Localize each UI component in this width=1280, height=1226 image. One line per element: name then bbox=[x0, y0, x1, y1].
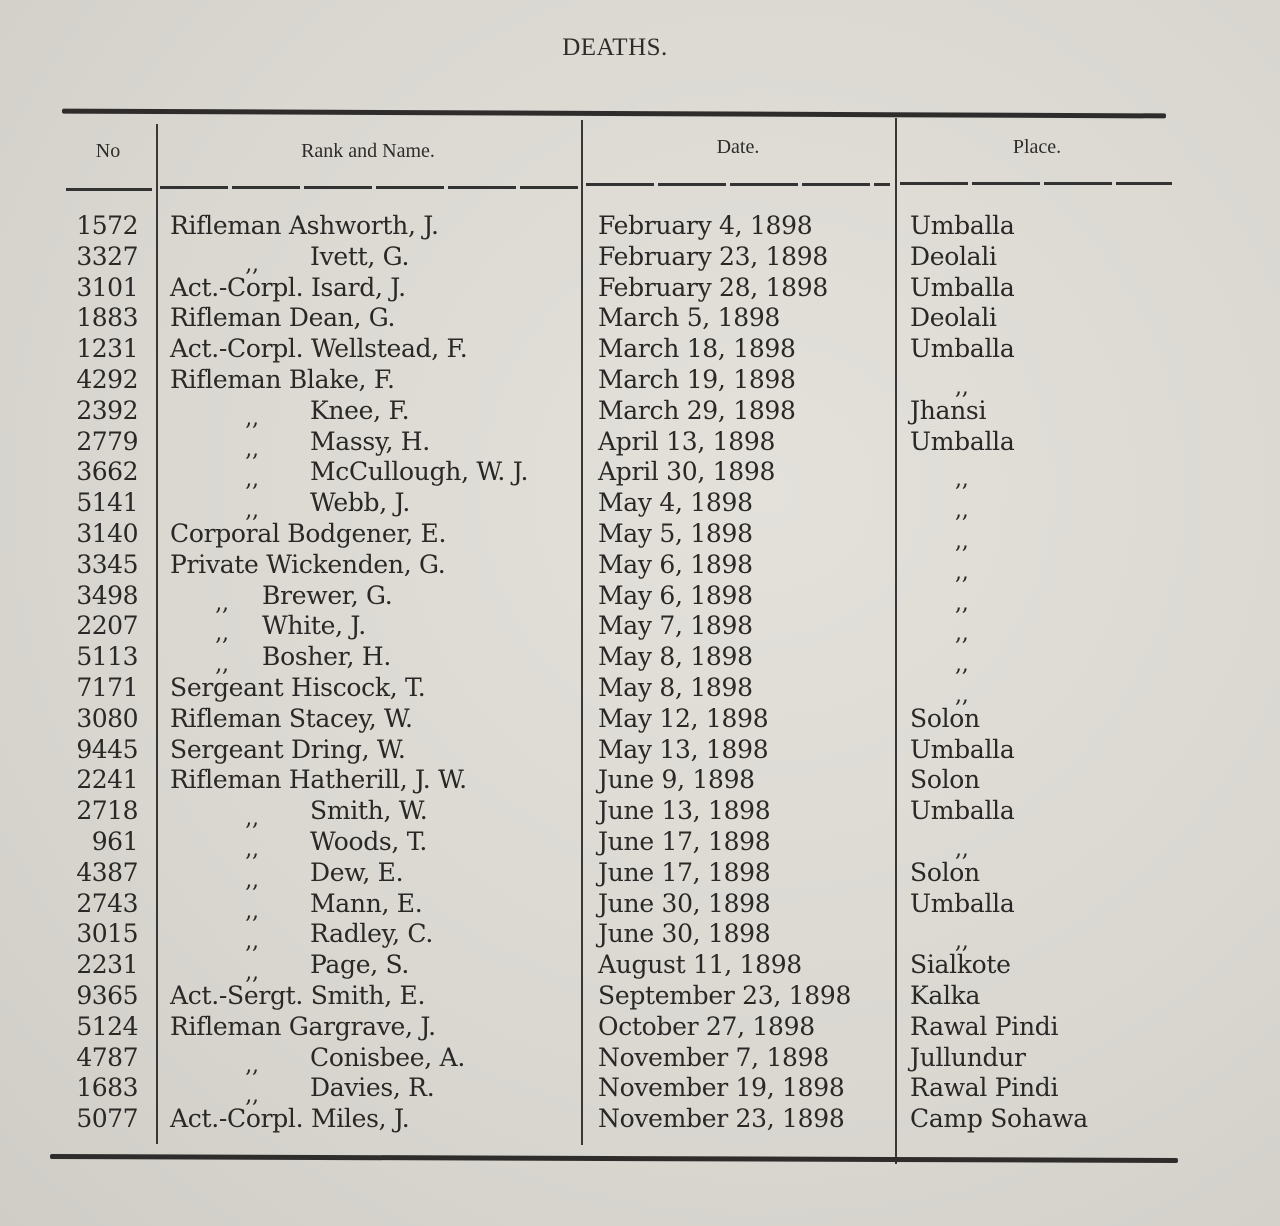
rank-and-name bbox=[170, 427, 430, 460]
table-row bbox=[0, 1073, 1280, 1109]
rank-and-name bbox=[170, 581, 392, 614]
rank-and-name bbox=[170, 334, 467, 365]
person-name: Isard, J. bbox=[310, 272, 406, 302]
place: Rawal Pindi bbox=[910, 1073, 1059, 1103]
ditto-mark: ,, bbox=[245, 251, 259, 277]
table-row bbox=[0, 518, 1280, 554]
rank: Rifleman bbox=[170, 303, 282, 333]
person-name: Ashworth, J. bbox=[288, 211, 439, 240]
rank: Rifleman bbox=[170, 703, 282, 733]
rank-and-name bbox=[170, 519, 446, 550]
ditto-mark: ,, bbox=[955, 590, 969, 616]
rank-and-name bbox=[170, 457, 529, 493]
rank-and-name bbox=[170, 1012, 436, 1043]
ditto-mark: ,, bbox=[215, 652, 229, 678]
table-row bbox=[0, 1104, 1280, 1135]
ditto-mark: ,, bbox=[955, 498, 969, 524]
table-row bbox=[0, 334, 1280, 365]
service-number: 5141 bbox=[76, 488, 138, 518]
header-place: Place. bbox=[1012, 136, 1062, 158]
table-row bbox=[0, 241, 1280, 277]
person-name: Radley, C. bbox=[310, 919, 433, 949]
rank-and-name bbox=[170, 611, 366, 647]
person-name: Blake, F. bbox=[288, 364, 395, 394]
table-row bbox=[0, 1042, 1280, 1078]
place: Kalka bbox=[910, 980, 981, 1010]
ditto-mark: ,, bbox=[245, 436, 259, 462]
rank-and-name bbox=[170, 981, 425, 1012]
ditto-mark: ,, bbox=[955, 528, 969, 554]
table-row bbox=[0, 580, 1280, 616]
death-date: May 4, 1898 bbox=[598, 488, 753, 518]
rank-and-name bbox=[170, 642, 391, 678]
service-number: 5124 bbox=[76, 1011, 138, 1041]
rank-and-name bbox=[170, 889, 422, 922]
rank-and-name bbox=[170, 950, 410, 986]
rank: Rifleman bbox=[170, 1011, 282, 1041]
rank-and-name bbox=[170, 396, 409, 429]
ditto-mark: ,, bbox=[955, 929, 969, 955]
service-number: 2779 bbox=[76, 426, 138, 456]
table-row bbox=[0, 826, 1280, 862]
service-number: 9445 bbox=[76, 734, 138, 764]
service-number: 4387 bbox=[76, 857, 138, 887]
place: Jullundur bbox=[910, 1042, 1026, 1072]
place: Umballa bbox=[910, 734, 1015, 764]
ditto-mark: ,, bbox=[955, 682, 969, 708]
table-row bbox=[0, 611, 1280, 647]
table-row bbox=[0, 426, 1280, 462]
rank-and-name bbox=[170, 827, 427, 860]
death-date: May 7, 1898 bbox=[598, 611, 753, 641]
rank: Act.-Sergt. bbox=[170, 980, 304, 1010]
person-name: Knee, F. bbox=[310, 395, 410, 425]
place: Rawal Pindi bbox=[910, 1011, 1059, 1041]
service-number: 3101 bbox=[76, 272, 138, 302]
table-row bbox=[0, 919, 1280, 955]
death-date: October 27, 1898 bbox=[598, 1011, 815, 1041]
table-row bbox=[0, 488, 1280, 524]
place: Sialkote bbox=[910, 950, 1011, 980]
person-name: Brewer, G. bbox=[262, 580, 393, 610]
service-number: 4292 bbox=[76, 364, 138, 394]
death-date: November 23, 1898 bbox=[598, 1104, 845, 1134]
service-number: 2207 bbox=[76, 611, 138, 641]
person-name: White, J. bbox=[262, 611, 366, 641]
header-rule bbox=[586, 183, 890, 186]
death-date: March 19, 1898 bbox=[598, 364, 796, 394]
place: Umballa bbox=[910, 796, 1015, 826]
service-number: 5077 bbox=[76, 1104, 138, 1134]
service-number: 3345 bbox=[76, 549, 138, 579]
rank-and-name bbox=[170, 1073, 435, 1109]
rank-and-name bbox=[170, 919, 433, 955]
rank-and-name bbox=[170, 242, 409, 275]
death-date: May 5, 1898 bbox=[598, 518, 753, 548]
person-name: McCullough, W. J. bbox=[310, 457, 529, 487]
service-number: 2231 bbox=[76, 950, 138, 980]
place: Solon bbox=[910, 765, 980, 795]
rank-and-name bbox=[170, 365, 395, 396]
rank: Rifleman bbox=[170, 211, 282, 240]
ditto-mark: ,, bbox=[955, 374, 969, 400]
ditto-mark: ,, bbox=[245, 806, 259, 832]
person-name: Bosher, H. bbox=[262, 642, 391, 672]
service-number: 3327 bbox=[76, 241, 138, 271]
table-row bbox=[0, 457, 1280, 493]
place: Jhansi bbox=[910, 395, 987, 425]
header-rule bbox=[66, 188, 152, 191]
death-date: March 5, 1898 bbox=[598, 303, 781, 333]
death-date: March 29, 1898 bbox=[598, 395, 796, 425]
header-rank-name: Rank and Name. bbox=[301, 140, 435, 162]
ditto-mark: ,, bbox=[245, 405, 259, 431]
ditto-mark: ,, bbox=[245, 498, 259, 524]
service-number: 3140 bbox=[76, 518, 138, 548]
person-name: Smith, W. bbox=[310, 796, 428, 826]
place: Umballa bbox=[910, 211, 1015, 240]
rank-and-name bbox=[170, 704, 413, 735]
service-number: 9365 bbox=[76, 980, 138, 1010]
service-number: 2743 bbox=[76, 888, 138, 918]
death-date: February 23, 1898 bbox=[598, 241, 828, 271]
rank-and-name bbox=[170, 211, 439, 242]
death-date: June 9, 1898 bbox=[598, 765, 755, 795]
person-name: Massy, H. bbox=[310, 426, 430, 456]
person-name: Dew, E. bbox=[310, 857, 404, 887]
death-date: November 19, 1898 bbox=[598, 1073, 845, 1103]
table-row bbox=[0, 796, 1280, 832]
person-name: Wellstead, F. bbox=[310, 334, 468, 364]
table-row bbox=[0, 642, 1280, 678]
rank-and-name bbox=[170, 550, 445, 581]
death-date: June 30, 1898 bbox=[598, 919, 771, 949]
ditto-mark: ,, bbox=[955, 621, 969, 647]
header-rule bbox=[900, 182, 1172, 185]
place: Solon bbox=[910, 703, 980, 733]
table-row bbox=[0, 364, 1280, 400]
death-date: April 30, 1898 bbox=[598, 457, 776, 487]
person-name: Wickenden, G. bbox=[266, 549, 446, 579]
rank-and-name bbox=[170, 735, 406, 766]
table-row bbox=[0, 981, 1280, 1012]
service-number: 3015 bbox=[76, 919, 138, 949]
rank: Act.-Corpl. bbox=[170, 334, 304, 364]
service-number: 2241 bbox=[76, 765, 138, 795]
table-row bbox=[0, 273, 1280, 304]
ditto-mark: ,, bbox=[955, 467, 969, 493]
rank-and-name bbox=[170, 796, 428, 832]
place: Deolali bbox=[910, 241, 997, 271]
header-date: Date. bbox=[716, 136, 760, 158]
service-number: 2718 bbox=[76, 796, 138, 826]
rank-and-name bbox=[170, 273, 406, 304]
rank: Act.-Corpl. bbox=[170, 272, 304, 302]
rank-and-name bbox=[170, 1043, 465, 1076]
death-date: February 28, 1898 bbox=[598, 272, 828, 302]
service-number: 3498 bbox=[76, 580, 138, 610]
table-row bbox=[0, 765, 1280, 796]
death-date: June 17, 1898 bbox=[598, 857, 771, 887]
rank-and-name bbox=[170, 858, 403, 891]
person-name: Dean, G. bbox=[288, 303, 396, 333]
death-date: April 13, 1898 bbox=[598, 426, 776, 456]
ditto-mark: ,, bbox=[955, 836, 969, 862]
death-date: March 18, 1898 bbox=[598, 334, 796, 364]
person-name: Hatherill, J. W. bbox=[288, 765, 467, 795]
rank: Act.-Corpl. bbox=[170, 1104, 304, 1134]
ditto-mark: ,, bbox=[245, 1052, 259, 1078]
table-row bbox=[0, 950, 1280, 986]
table-row bbox=[0, 672, 1280, 708]
person-name: Mann, E. bbox=[310, 888, 423, 918]
death-date: May 8, 1898 bbox=[598, 672, 753, 702]
place: Umballa bbox=[910, 272, 1015, 302]
table-row bbox=[0, 735, 1280, 766]
rank: Rifleman bbox=[170, 364, 282, 394]
ditto-mark: ,, bbox=[955, 652, 969, 678]
service-number: 1683 bbox=[76, 1073, 138, 1103]
person-name: Smith, E. bbox=[310, 980, 426, 1010]
rank: Sergeant bbox=[170, 672, 284, 702]
header-rule bbox=[160, 186, 578, 189]
death-date: June 30, 1898 bbox=[598, 888, 771, 918]
person-name: Woods, T. bbox=[310, 826, 428, 856]
person-name: Conisbee, A. bbox=[310, 1042, 465, 1072]
ditto-mark: ,, bbox=[245, 898, 259, 924]
table-row bbox=[0, 704, 1280, 735]
death-date: May 12, 1898 bbox=[598, 703, 769, 733]
death-date: June 13, 1898 bbox=[598, 796, 771, 826]
service-number: 1883 bbox=[76, 303, 138, 333]
table-row bbox=[0, 549, 1280, 585]
place: Umballa bbox=[910, 334, 1015, 364]
person-name: Page, S. bbox=[310, 950, 410, 980]
place: Umballa bbox=[910, 888, 1015, 918]
person-name: Ivett, G. bbox=[310, 241, 410, 271]
death-date: May 6, 1898 bbox=[598, 580, 753, 610]
person-name: Gargrave, J. bbox=[288, 1011, 436, 1041]
rank-and-name bbox=[170, 673, 425, 704]
ditto-mark: ,, bbox=[245, 929, 259, 955]
person-name: Davies, R. bbox=[310, 1073, 435, 1103]
person-name: Stacey, W. bbox=[288, 703, 413, 733]
table-row bbox=[0, 1012, 1280, 1043]
service-number: 3662 bbox=[76, 457, 138, 487]
death-date: June 17, 1898 bbox=[598, 826, 771, 856]
rank-and-name bbox=[170, 303, 395, 334]
rank: Corporal bbox=[170, 518, 280, 548]
ditto-mark: ,, bbox=[245, 960, 259, 986]
ditto-mark: ,, bbox=[245, 1083, 259, 1109]
table-row bbox=[0, 888, 1280, 924]
place: Umballa bbox=[910, 426, 1015, 456]
rank-and-name bbox=[170, 488, 410, 524]
service-number: 961 bbox=[91, 826, 138, 856]
table-row bbox=[0, 395, 1280, 431]
service-number: 7171 bbox=[76, 672, 138, 702]
death-date: February 4, 1898 bbox=[598, 211, 813, 240]
rank: Sergeant bbox=[170, 734, 284, 764]
death-date: May 6, 1898 bbox=[598, 549, 753, 579]
service-number: 2392 bbox=[76, 395, 138, 425]
service-number: 3080 bbox=[76, 703, 138, 733]
table-row bbox=[0, 303, 1280, 334]
ditto-mark: ,, bbox=[215, 621, 229, 647]
service-number: 4787 bbox=[76, 1042, 138, 1072]
deaths-table-body bbox=[0, 211, 1280, 1135]
service-number: 1231 bbox=[76, 334, 138, 364]
ditto-mark: ,, bbox=[955, 559, 969, 585]
place: Solon bbox=[910, 857, 980, 887]
person-name: Webb, J. bbox=[310, 488, 410, 518]
death-date: November 7, 1898 bbox=[598, 1042, 829, 1072]
ditto-mark: ,, bbox=[245, 836, 259, 862]
table-row bbox=[0, 211, 1280, 242]
person-name: Dring, W. bbox=[290, 734, 406, 764]
page-title: DEATHS. bbox=[562, 34, 668, 61]
place: Camp Sohawa bbox=[910, 1104, 1088, 1134]
person-name: Miles, J. bbox=[310, 1104, 410, 1134]
header-no: No bbox=[95, 140, 121, 162]
service-number: 1572 bbox=[76, 211, 138, 240]
rank: Rifleman bbox=[170, 765, 282, 795]
person-name: Bodgener, E. bbox=[287, 518, 447, 548]
death-date: August 11, 1898 bbox=[598, 950, 802, 980]
rank-and-name bbox=[170, 765, 467, 796]
place: Deolali bbox=[910, 303, 997, 333]
table-row bbox=[0, 857, 1280, 893]
death-date: May 13, 1898 bbox=[598, 734, 769, 764]
rank: Private bbox=[170, 549, 259, 579]
rank-and-name bbox=[170, 1104, 409, 1135]
ditto-mark: ,, bbox=[215, 590, 229, 616]
ditto-mark: ,, bbox=[245, 867, 259, 893]
ditto-mark: ,, bbox=[245, 467, 259, 493]
death-date: May 8, 1898 bbox=[598, 642, 753, 672]
person-name: Hiscock, T. bbox=[290, 672, 426, 702]
service-number: 5113 bbox=[76, 642, 138, 672]
bottom-rule bbox=[50, 1154, 1178, 1163]
top-rule bbox=[62, 109, 1166, 119]
death-date: September 23, 1898 bbox=[598, 980, 852, 1010]
